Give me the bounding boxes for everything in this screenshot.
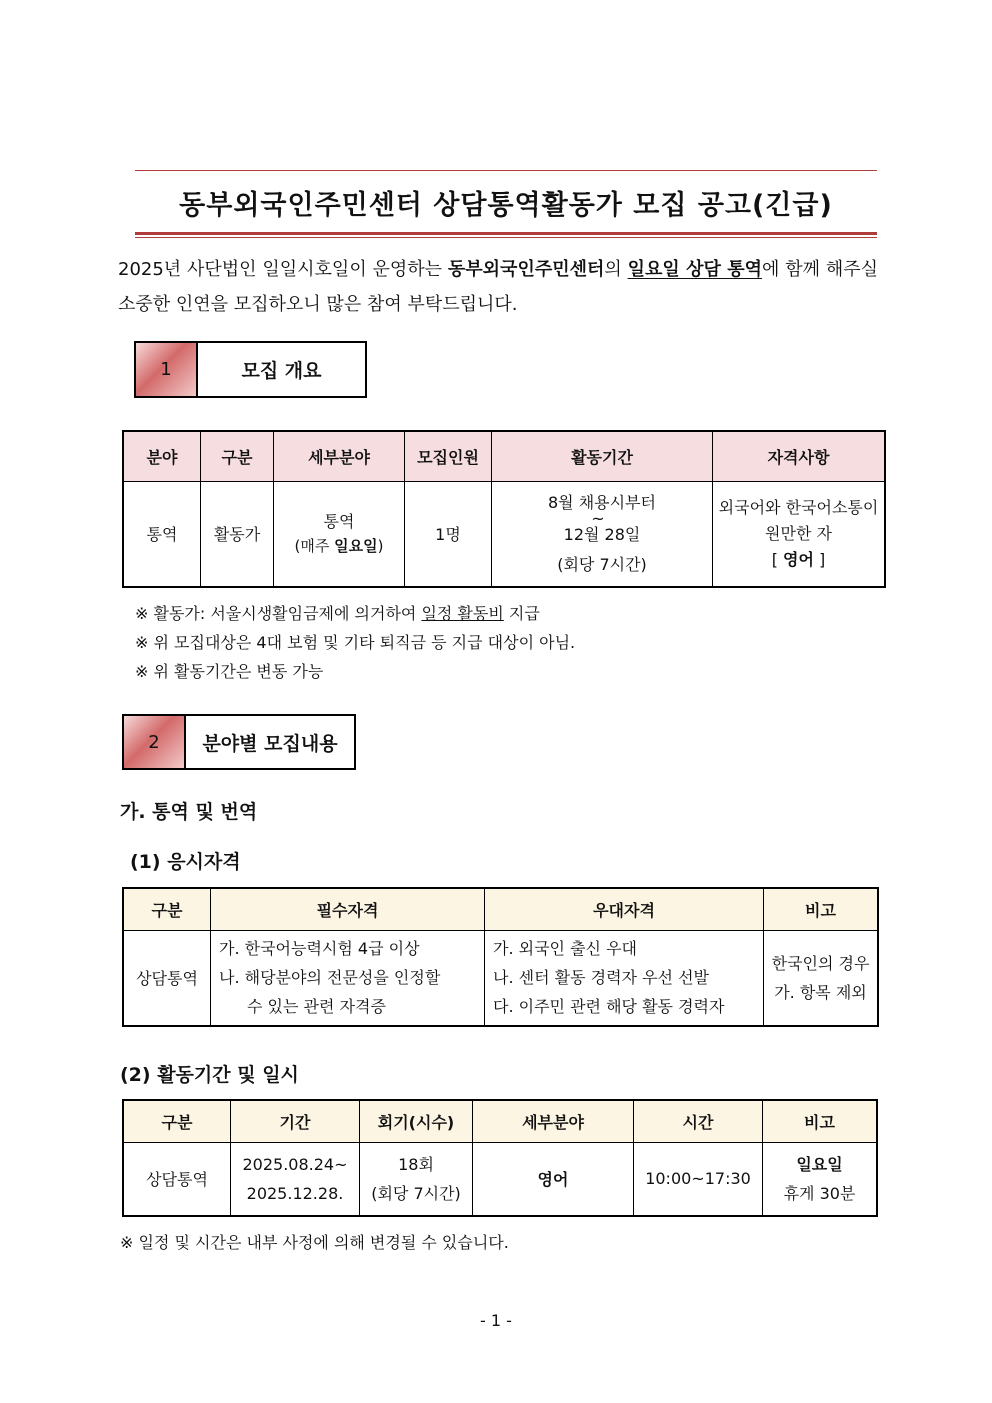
intro-text-3: 에 함께 해주실 소중한 인연을 모집하오니 많은 참여 부탁드립니다. bbox=[118, 259, 878, 315]
note-line-1: 한국인의 경우 bbox=[771, 953, 870, 973]
section-2-header bbox=[122, 714, 356, 770]
title-rule-bottom-thin bbox=[135, 237, 877, 238]
cell-sessions bbox=[360, 1142, 473, 1216]
table-header: 활동기간 bbox=[492, 431, 713, 481]
intro-paragraph bbox=[118, 252, 878, 322]
qual-line-1: 외국어와 한국어소통이 원만한 자 bbox=[718, 497, 879, 543]
table-header: 세부분야 bbox=[274, 431, 405, 481]
cell-detail: 영어 bbox=[473, 1142, 634, 1216]
cell-time: 10:00~17:30 bbox=[634, 1142, 763, 1216]
table-header: 자격사항 bbox=[713, 431, 886, 481]
subsection-ga: 가. 통역 및 번역 bbox=[120, 801, 258, 823]
period-line-1: 8월 채용시부터 bbox=[547, 492, 656, 512]
preferred-2: 나. 센터 활동 경력자 우선 선발 bbox=[493, 968, 709, 988]
preferred-3: 다. 이주민 관련 해당 활동 경력자 bbox=[493, 997, 725, 1017]
cell-period bbox=[492, 481, 713, 587]
detail-line-2: (매주 일요일) bbox=[294, 536, 384, 555]
table-header: 비고 bbox=[764, 888, 879, 930]
table-header: 기간 bbox=[231, 1100, 360, 1142]
note-line-2: 가. 항목 제외 bbox=[774, 982, 867, 1002]
cell-period bbox=[231, 1142, 360, 1216]
intro-text-2: 의 bbox=[604, 259, 628, 280]
table-header: 시간 bbox=[634, 1100, 763, 1142]
cell-field: 통역 bbox=[123, 481, 201, 587]
period-line-2: 12월 28일 bbox=[563, 524, 641, 544]
note-1: ※ 활동가: 서울시생활임금제에 의거하여 일정 활동비 지급 bbox=[135, 604, 540, 623]
cell-note bbox=[764, 930, 879, 1026]
cell-count: 1명 bbox=[405, 481, 492, 587]
intro-text-1: 2025년 사단법인 일일시호일이 운영하는 bbox=[118, 259, 448, 280]
section-2-label: 분야별 모집내용 bbox=[202, 732, 338, 755]
preferred-1: 가. 외국인 출신 우대 bbox=[493, 939, 637, 959]
qual-line-2: [ 영어 ] bbox=[771, 549, 826, 569]
table-header: 우대자격 bbox=[485, 888, 764, 930]
table-header: 세부분야 bbox=[473, 1100, 634, 1142]
table-header: 분야 bbox=[123, 431, 201, 481]
required-3: 수 있는 관련 자격증 bbox=[247, 997, 386, 1017]
page-number: - 1 - bbox=[480, 1311, 512, 1330]
table-header: 필수자격 bbox=[211, 888, 485, 930]
cell-detail bbox=[274, 481, 405, 587]
table-header: 비고 bbox=[763, 1100, 878, 1142]
recruit-overview-table bbox=[122, 430, 886, 588]
cell-required bbox=[211, 930, 485, 1026]
intro-org-name: 동부외국인주민센터 bbox=[447, 259, 605, 280]
required-2: 나. 해당분야의 전문성을 인정할 bbox=[219, 968, 441, 988]
note-2: ※ 위 모집대상은 4대 보험 및 기타 퇴직금 등 지급 대상이 아님. bbox=[135, 633, 576, 652]
table-header: 모집인원 bbox=[405, 431, 492, 481]
subsection-2: (2) 활동기간 및 일시 bbox=[120, 1064, 299, 1086]
table-row bbox=[123, 1142, 877, 1216]
note-day: 일요일 bbox=[796, 1154, 843, 1174]
table-header: 구분 bbox=[123, 1100, 231, 1142]
cell-note bbox=[763, 1142, 878, 1216]
note-break: 휴게 30분 bbox=[783, 1183, 856, 1203]
cell-type: 상담통역 bbox=[123, 930, 211, 1026]
cell-type: 활동가 bbox=[201, 481, 274, 587]
period-end: 2025.12.28. bbox=[246, 1183, 344, 1203]
sessions-hours: (회당 7시간) bbox=[371, 1183, 461, 1203]
detail-line-1: 통역 bbox=[323, 511, 355, 531]
cell-preferred bbox=[485, 930, 764, 1026]
period-line-3: (회당 7시간) bbox=[557, 554, 647, 574]
table-row bbox=[123, 481, 885, 587]
section-1-label: 모집 개요 bbox=[241, 360, 322, 382]
section-2-number: 2 bbox=[124, 716, 186, 768]
section-1-header bbox=[134, 341, 367, 398]
note-3: ※ 위 활동기간은 변동 가능 bbox=[135, 662, 324, 681]
period-start: 2025.08.24~ bbox=[242, 1154, 348, 1174]
table-header: 구분 bbox=[201, 431, 274, 481]
table-header: 구분 bbox=[123, 888, 211, 930]
section-1-number: 1 bbox=[136, 343, 198, 396]
cell-type: 상담통역 bbox=[123, 1142, 231, 1216]
sessions-count: 18회 bbox=[398, 1154, 434, 1174]
subsection-1: (1) 응시자격 bbox=[130, 851, 241, 873]
title-block bbox=[135, 170, 877, 238]
schedule-table bbox=[122, 1099, 878, 1217]
required-1: 가. 한국어능력시험 4급 이상 bbox=[219, 939, 420, 959]
intro-service: 일요일 상담 통역 bbox=[627, 259, 763, 280]
page-title: 동부외국인주민센터 상담통역활동가 모집 공고(긴급) bbox=[179, 190, 833, 221]
note-bottom: ※ 일정 및 시간은 내부 사정에 의해 변경될 수 있습니다. bbox=[120, 1233, 509, 1252]
cell-qualification bbox=[713, 481, 886, 587]
notes-section-1 bbox=[135, 599, 875, 686]
title-rule-bottom bbox=[135, 232, 877, 235]
period-tilde: ~ bbox=[591, 508, 605, 528]
table-header: 회기(시수) bbox=[360, 1100, 473, 1142]
qualification-table bbox=[122, 887, 879, 1027]
table-row bbox=[123, 930, 878, 1026]
